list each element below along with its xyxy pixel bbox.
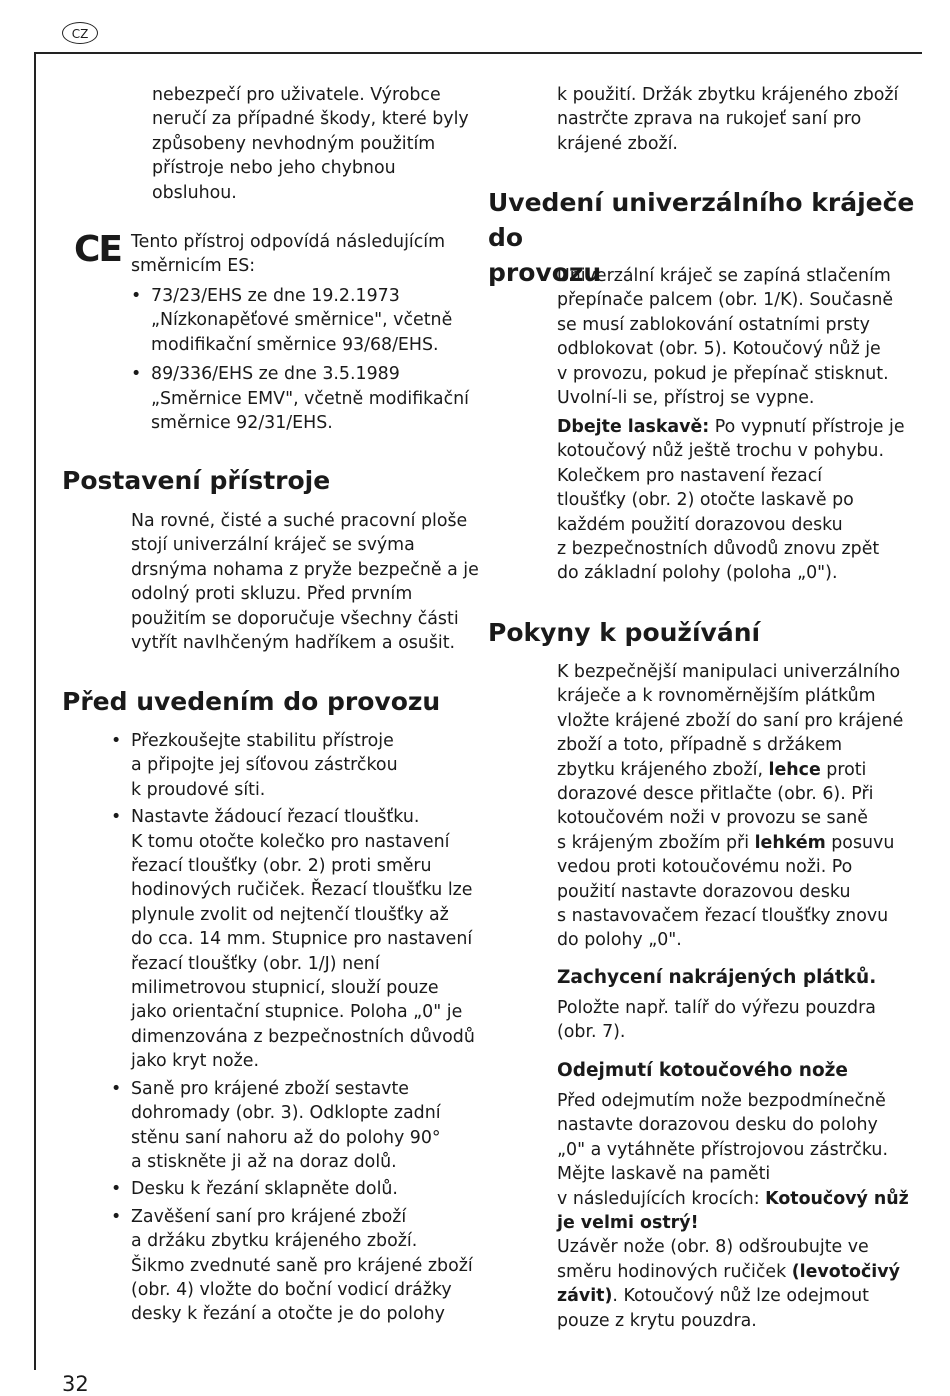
remove-f2: . Kotoučový nůž lze odejmout (612, 1286, 869, 1307)
side-rule (34, 52, 36, 1370)
text-line: Uvedení univerzálního kráječe do (488, 188, 915, 252)
start-paragraph (557, 264, 893, 410)
list-item-line: K tomu otočte kolečko pro nastavení (131, 831, 450, 852)
list-item-line: řezací tloušťky (obr. 2) proti směru (131, 856, 432, 877)
heading-before-operation: Před uvedením do provozu (62, 687, 441, 716)
bullet-list (131, 284, 491, 435)
text-line: dorazové desce přitlačte (obr. 6). Při (557, 784, 874, 805)
top-rule (34, 52, 922, 54)
text-line: použití nastavte dorazovou desku (557, 881, 851, 902)
list-item-line: milimetrovou stupnicí, slouží pouze (131, 978, 439, 999)
list-item-line: řezací tloušťky (obr. 1/J) není (131, 953, 380, 974)
text-line: Tento přístroj odpovídá následujícím (131, 232, 446, 252)
list-item (111, 729, 491, 802)
text-line: drsnýma nohama z pryže bezpečně a je (131, 559, 479, 580)
list-item-line: • Desku k řezání sklapněte dolů. (131, 1179, 398, 1200)
list-item-line: „Nízkonapěťové směrnice", včetně (151, 310, 453, 331)
text-line: z bezpečnostních důvodů znovu zpět (557, 539, 880, 560)
list-item-line: modifikační směrnice 93/68/EHS. (151, 334, 439, 355)
list-item-line: stěnu saní nahoru až do polohy 90° (131, 1127, 441, 1148)
text-line: nebezpečí pro uživatele. Výrobce (152, 85, 441, 105)
text-line: nastrčte zprava na rukojeť saní pro (557, 109, 862, 130)
intro-paragraph (152, 83, 469, 205)
text-line: Na rovné, čisté a suché pracovní ploše (131, 511, 468, 531)
list-item-line: dohromady (obr. 3). Odklopte zadní (131, 1103, 441, 1124)
text-line: do základní polohy (poloha „0"). (557, 563, 838, 584)
remove-d: Uzávěr nože (obr. 8) odšroubujte ve (557, 1237, 869, 1258)
note-first: Po vypnutí přístroje je (709, 417, 905, 437)
text-line: použitím se doporučuje všechny části (131, 608, 459, 629)
remove-e1: směru hodinových ručiček (557, 1261, 792, 1282)
right-intro-paragraph (557, 83, 898, 156)
remove-paragraph (557, 1089, 909, 1333)
text-line: směrnicím ES: (131, 256, 256, 277)
usage-d1: s krájeným zbožím při (557, 832, 755, 853)
text-line: Před odejmutím nože bezpodmínečně (557, 1091, 886, 1111)
text-line: (obr. 7). (557, 1022, 626, 1043)
text-line: odblokovat (obr. 5). Kotoučový nůž je (557, 339, 881, 360)
list-item-line: a držáku zbytku krájeného zboží. (131, 1231, 418, 1252)
before-operation-list (111, 729, 491, 1330)
list-item-line: dimenzována z bezpečnostních důvodů (131, 1026, 475, 1047)
usage-b-bold: lehce (768, 759, 821, 780)
list-item-line: • 89/336/EHS ze dne 3.5.1989 (151, 364, 400, 385)
text-line: kotoučový nůž ještě trochu v pohybu. (557, 441, 884, 462)
list-item (131, 284, 491, 357)
text-line: do polohy „0". (557, 930, 682, 951)
text-line: „0" a vytáhněte přístrojovou zástrčku. (557, 1139, 888, 1160)
text-line: kotoučovém noži v provozu se saně (557, 808, 868, 829)
text-line: odolný proti skluzu. Před prvním (131, 584, 413, 605)
remove-b1: v následujících krocích: (557, 1188, 766, 1209)
text-line: K bezpečnější manipulaci univerzálního (557, 662, 901, 682)
usage-e (557, 855, 903, 953)
text-line: Uvolní-li se, přístroj se vypne. (557, 388, 815, 409)
note-paragraph (557, 415, 905, 586)
text-line: kráječe a k rovnoměrnějším plátkům (557, 686, 876, 707)
bullet-list (111, 729, 491, 1327)
text-line: se musí zablokování ostatními prsty (557, 314, 870, 335)
position-paragraph (131, 509, 479, 655)
ce-paragraph (131, 230, 445, 279)
usage-d2: posuvu (825, 832, 895, 853)
text-line: v provozu, pokud je přepínač stisknut. (557, 363, 889, 384)
list-item-line: (obr. 4) vložte do boční vodicí drážky (131, 1279, 452, 1300)
list-item-line: jako orientační stupnice. Poloha „0" je (131, 1002, 463, 1023)
text-line: provozu (488, 258, 602, 287)
list-item-line: a připojte jej síťovou zástrčkou (131, 755, 398, 776)
text-line: krájené zboží. (557, 133, 678, 154)
list-item-line: směrnice 92/31/EHS. (151, 413, 333, 434)
page-number: 32 (62, 1372, 89, 1396)
usage-d-bold: lehkém (754, 832, 826, 853)
list-item (111, 1205, 491, 1327)
text-line: přepínače palcem (obr. 1/K). Současně (557, 290, 894, 311)
text-line: zboží a toto, případně s držákem (557, 735, 843, 756)
remove-f-bold: závit) (557, 1286, 613, 1307)
list-item-line: • Saně pro krájené zboží sestavte (131, 1078, 409, 1099)
remove-c-bold: je velmi ostrý! (557, 1213, 699, 1234)
text-line: Položte např. talíř do výřezu pouzdra (557, 998, 876, 1018)
list-item-line: a stiskněte ji až na doraz dolů. (131, 1151, 397, 1172)
list-item-line: • Zavěšení saní pro krájené zboží (131, 1206, 407, 1227)
heading-remove-blade: Odejmutí kotoučového nože (557, 1060, 848, 1081)
remove-a (557, 1089, 909, 1187)
text-line: Kolečkem pro nastavení řezací (557, 465, 823, 486)
text-line: vytřít navlhčeným hadříkem a osušit. (131, 633, 456, 654)
list-item-line: do cca. 14 mm. Stupnice pro nastavení (131, 929, 473, 950)
catch-paragraph (557, 996, 876, 1045)
text-line: každém použití dorazovou desku (557, 514, 843, 535)
remove-b-bold: Kotoučový nůž (765, 1188, 909, 1209)
usage-paragraph (557, 660, 903, 953)
heading-usage: Pokyny k používání (488, 618, 761, 647)
ce-list (131, 284, 491, 440)
text-line: přístroje nebo jeho chybnou (152, 158, 396, 179)
list-item-line: • Přezkoušejte stabilitu přístroje (131, 731, 394, 751)
country-badge: CZ (62, 22, 98, 44)
text-line: vložte krájené zboží do saní pro krájené (557, 710, 904, 731)
list-item-line: jako kryt nože. (131, 1051, 259, 1072)
list-item-line: • Nastavte žádoucí řezací tloušťku. (131, 807, 420, 828)
list-item-line: „Směrnice EMV", včetně modifikační (151, 388, 469, 409)
list-item-line: desky k řezání a otočte je do polohy (131, 1304, 445, 1325)
usage-c (557, 782, 903, 831)
remove-g: pouze z krytu pouzdra. (557, 1310, 757, 1331)
usage-b2: proti (820, 759, 867, 780)
list-item (111, 1177, 491, 1201)
text-line: stojí univerzální kráječ se svýma (131, 535, 415, 556)
text-line: Univerzální kráječ se zapíná stlačením (557, 266, 891, 286)
heading-position: Postavení přístroje (62, 466, 331, 495)
list-item (111, 805, 491, 1073)
usage-a (557, 660, 903, 758)
text-line: způsobeny nevhodným použitím (152, 133, 436, 154)
remove-e-bold: (levotočivý (791, 1261, 900, 1282)
list-item (111, 1077, 491, 1175)
list-item-line: • 73/23/EHS ze dne 19.2.1973 (151, 286, 400, 306)
text-line: tloušťky (obr. 2) otočte laskavě po (557, 490, 854, 511)
usage-b1: zbytku krájeného zboží, (557, 759, 769, 780)
text-line: neručí za případné škody, které byly (152, 109, 469, 130)
list-item (131, 362, 491, 435)
heading-catch-slices: Zachycení nakrájených plátků. (557, 967, 877, 988)
text-line: Mějte laskavě na paměti (557, 1164, 771, 1185)
note-rest (557, 439, 905, 585)
text-line: s nastavovačem řezací tloušťky znovu (557, 906, 889, 927)
text-line: k použití. Držák zbytku krájeného zboží (557, 85, 899, 105)
text-line: vedou proti kotoučovému noži. Po (557, 857, 853, 878)
list-item-line: hodinových ručiček. Řezací tloušťku lze (131, 880, 473, 901)
text-line: obsluhou. (152, 182, 237, 203)
list-item-line: k proudové síti. (131, 779, 266, 800)
list-item-line: Šikmo zvednuté saně pro krájené zboží (131, 1255, 473, 1276)
note-label: Dbejte laskavě: (557, 417, 710, 437)
ce-mark-logo: CE (74, 229, 122, 270)
list-item-line: plynule zvolit od nejtenčí tloušťky až (131, 904, 449, 925)
text-line: nastavte dorazovou desku do polohy (557, 1115, 878, 1136)
